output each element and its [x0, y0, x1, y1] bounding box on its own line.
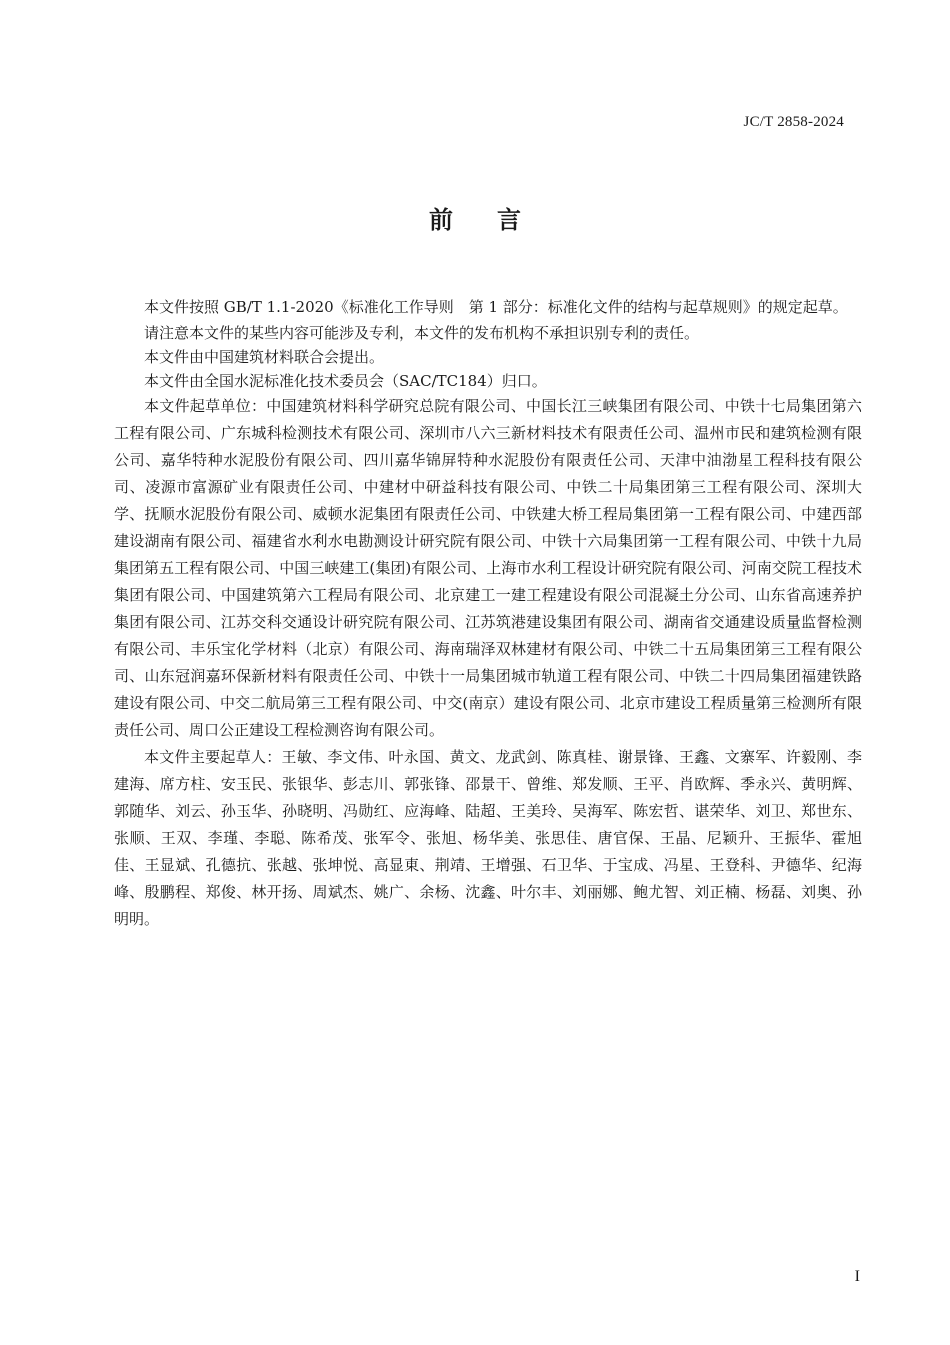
committee-paragraph: 本文件由全国水泥标准化技术委员会（SAC/TC184）归口。 — [144, 372, 547, 390]
drafters-paragraph: 本文件主要起草人：王敏、李文伟、叶永国、黄文、龙武剑、陈真桂、谢景锋、王鑫、文寨军、许毅刚、李建海、席方柱、安玉民、张银华、彭志川、郭张锋、邵景干、曾维、郑发顺、王平、肖欧辉、季永兴、黄明辉、郭随华、刘云、孙玉华、孙晓明、冯勋红、应海峰、陆超、王美玲、吴海军、陈宏哲、谌荣华、刘卫、郑世东、张顺、王双、李瑾、李聪、陈希茂、张军令、张旭、杨华美、张思佳、唐官保、王晶、尼颖升、王振华、霍旭佳、王显斌、孔德抗、张越、张坤悦、高显東、荆靖、王增强、石卫华、于宝成、冯星、王登科、尹德华、纪海峰、殷鹏程、郑俊、林开扬、周斌杰、姚广、余杨、沈鑫、叶尔丰、刘丽娜、鲍尤智、刘正楠、杨磊、刘奥、孙明明。 — [114, 748, 862, 928]
proposer-paragraph: 本文件由中国建筑材料联合会提出。 — [144, 348, 385, 366]
page-title: 前言 — [429, 206, 565, 234]
document-code: JC/T 2858-2024 — [743, 114, 844, 130]
page-number: I — [854, 1268, 860, 1285]
drafting-rule-paragraph: 本文件按照 GB/T 1.1-2020《标准化工作导则 第 1 部分：标准化文件的结构与起草规则》的规定起草。 — [144, 298, 848, 316]
preface-body — [114, 294, 862, 933]
drafting-units-paragraph: 本文件起草单位：中国建筑材料科学研究总院有限公司、中国长江三峡集团有限公司、中铁十七局集团第六工程有限公司、广东城科检测技术有限公司、深圳市八六三新材料技术有限责任公司、温州市民和建筑检测有限公司、嘉华特种水泥股份有限公司、四川嘉华锦屏特种水泥股份有限责任公司、天津中油渤星工程科技有限公司、凌源市富源矿业有限责任公司、中建材中研益科技有限公司、中铁二十局集团第三工程有限公司、深圳大学、抚顺水泥股份有限公司、威顿水泥集团有限责任公司、中铁建大桥工程局集团第一工程有限公司、中建西部建设湖南有限公司、福建省水利水电勘测设计研究院有限公司、中铁十六局集团第一工程有限公司、中铁十九局集团第五工程有限公司、中国三峡建工(集团)有限公司、上海市水利工程设计研究院有限公司、河南交院工程技术集团有限公司、中国建筑第六工程局有限公司、北京建工一建工程建设有限公司混凝土分公司、山东省高速养护集团有限公司、江苏交科交通设计研究院有限公司、江苏筑港建设集团有限公司、湖南省交通建设质量监督检测有限公司、丰乐宝化学材料（北京）有限公司、海南瑞泽双林建材有限公司、中铁二十五局集团第三工程有限公司、山东冠润嘉环保新材料有限责任公司、中铁十一局集团城市轨道工程有限公司、中铁二十四局集团福建铁路建设有限公司、中交二航局第三工程有限公司、中交(南京）建设有限公司、北京市建设工程质量第三检测所有限责任公司、周口公正建设工程检测咨询有限公司。 — [114, 397, 862, 739]
patent-notice-paragraph: 请注意本文件的某些内容可能涉及专利，本文件的发布机构不承担识别专利的责任。 — [144, 324, 700, 342]
